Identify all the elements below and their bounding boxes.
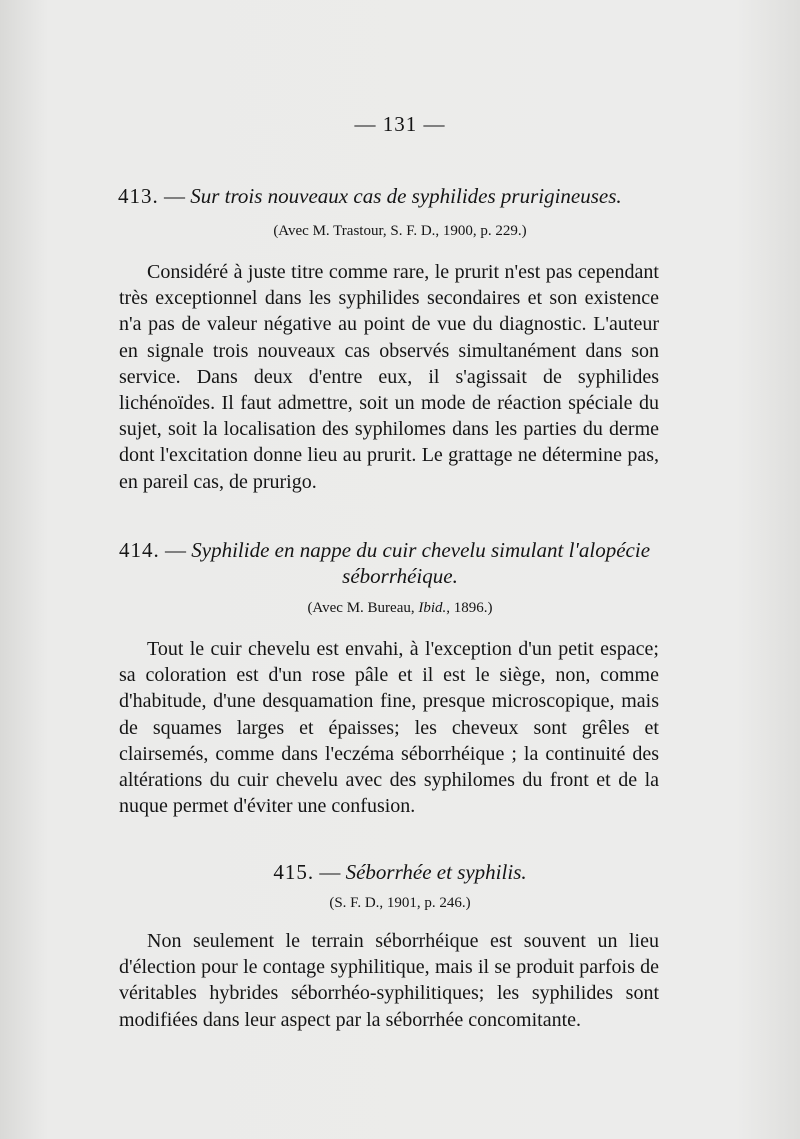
entry-414-citation bbox=[0, 598, 800, 618]
entry-415-body: Non seulement le terrain séborrhéique est souvent un lieu d'élection pour le contage syphilitique, mais il se produit parfois de véritables hybrides séborrhéo-syphilitiques; les syphilides sont modifiées dans leur aspect par la séborrhée concomitante. bbox=[119, 930, 659, 1031]
entry-number: 415. bbox=[273, 860, 315, 884]
entry-413-body: Considéré à juste titre comme rare, le prurit n'est pas cependant très exceptionnel dans les syphilides secondaires et son existence n'a pas de valeur négative au point de vue du diagnostic. L'auteur en signale trois nouveaux cas observés simultanément dans son service. Dans deux d'entre eux, il s'agissait de syphilides lichénoïdes. Il faut admettre, soit un mode de réaction spéciale du sujet, soit la localisation des syphilomes dans les parties du derme dont l'excitation donne lieu au prurit. Le grattage ne détermine pas, en pareil cas, de prurigo. bbox=[119, 261, 659, 493]
entry-number: 413. bbox=[118, 184, 159, 208]
page-number: — 131 — bbox=[354, 112, 446, 136]
entry-414-body: Tout le cuir chevelu est envahi, à l'exception d'un petit espace; sa coloration est d'un rose pâle et il est le siège, non, comme d'habitude, d'une desquamation fine, presque microscopique, mais de squames larges et épaisses; les cheveux sont grêles et clairsemés, comme dans l'eczéma séborrhéique ; la continuité des altérations du cuir chevelu avec des syphilomes du front et de la nuque permet d'éviter une confusion. bbox=[119, 638, 659, 818]
entry-413-citation bbox=[0, 221, 800, 241]
entry-dash: — bbox=[159, 538, 192, 562]
citation-text-end: , 1896.) bbox=[446, 600, 493, 616]
entry-414-heading bbox=[119, 536, 679, 565]
entry-414-heading-cont bbox=[0, 562, 800, 591]
citation-text: (S. F. D., 1901, p. 246.) bbox=[329, 895, 471, 911]
citation-ibid: Ibid. bbox=[418, 600, 447, 616]
entry-title: Sur trois nouveaux cas de syphilides prurigineuses. bbox=[190, 184, 622, 208]
citation-text: (Avec M. Bureau, bbox=[307, 600, 419, 616]
citation-text: (Avec M. Trastour, S. F. D., 1900, p. 229.) bbox=[273, 223, 527, 239]
entry-dash: — bbox=[158, 184, 191, 208]
entry-dash: — bbox=[314, 860, 346, 884]
entry-title: Séborrhée et syphilis. bbox=[345, 860, 527, 884]
entry-415-heading bbox=[0, 858, 800, 887]
entry-number: 414. bbox=[119, 538, 160, 562]
entry-title-cont: séborrhéique. bbox=[342, 564, 458, 588]
entry-415-citation bbox=[0, 893, 800, 913]
entry-title: Syphilide en nappe du cuir chevelu simulant l'alopécie bbox=[191, 538, 651, 562]
entry-413-heading bbox=[118, 182, 678, 211]
